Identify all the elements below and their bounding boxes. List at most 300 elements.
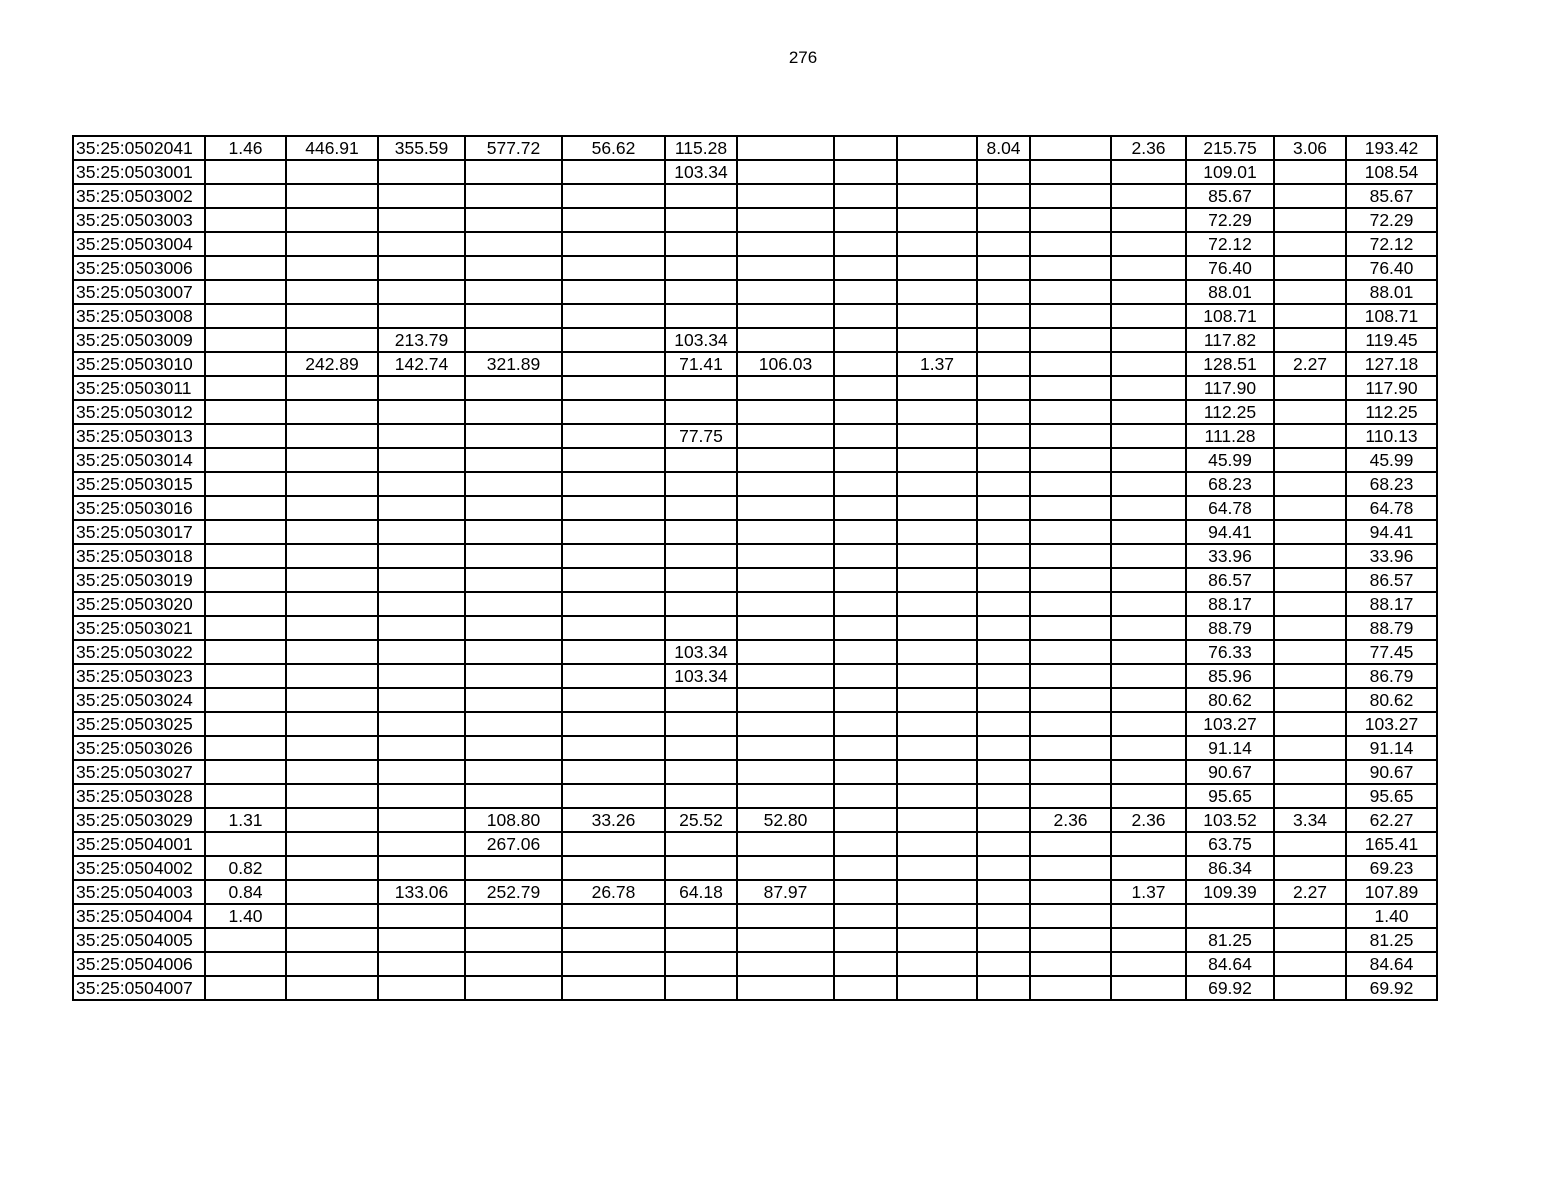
table-cell [1274,160,1346,184]
table-cell: 86.57 [1186,568,1274,592]
table-cell: 91.14 [1346,736,1437,760]
table-cell [1111,472,1186,496]
table-cell [378,664,465,688]
table-cell [286,376,378,400]
table-cell [665,592,737,616]
cadastral-number-cell: 35:25:0503029 [73,808,205,832]
table-cell [1030,496,1111,520]
table-cell [465,592,562,616]
table-cell [897,592,977,616]
table-cell [834,328,897,352]
table-cell [977,160,1030,184]
table-cell [562,568,665,592]
table-cell [737,760,834,784]
table-cell: 45.99 [1346,448,1437,472]
table-cell: 62.27 [1346,808,1437,832]
table-cell [465,784,562,808]
table-cell [977,856,1030,880]
table-cell [1274,520,1346,544]
table-cell [378,616,465,640]
table-cell: 117.90 [1186,376,1274,400]
table-cell [1186,904,1274,928]
table-cell [562,472,665,496]
table-cell [977,712,1030,736]
table-row [73,568,1437,592]
table-row [73,160,1437,184]
table-cell [562,592,665,616]
table-cell: 33.96 [1186,544,1274,568]
table-cell [205,232,286,256]
table-cell [1274,640,1346,664]
table-cell [465,976,562,1000]
table-row [73,304,1437,328]
table-cell [1274,208,1346,232]
table-cell [897,952,977,976]
table-cell [737,544,834,568]
table-cell [897,616,977,640]
table-cell [286,640,378,664]
table-cell [286,208,378,232]
table-row [73,832,1437,856]
table-cell: 85.67 [1186,184,1274,208]
table-cell [1111,280,1186,304]
table-cell [378,808,465,832]
table-cell [977,928,1030,952]
table-cell [737,328,834,352]
table-cell [286,280,378,304]
table-cell: 76.33 [1186,640,1274,664]
cadastral-number-cell: 35:25:0503007 [73,280,205,304]
table-row [73,448,1437,472]
table-cell [378,208,465,232]
table-cell [737,616,834,640]
table-cell [1111,424,1186,448]
table-cell: 87.97 [737,880,834,904]
table-cell: 142.74 [378,352,465,376]
table-cell [737,952,834,976]
table-cell: 107.89 [1346,880,1437,904]
table-cell [205,976,286,1000]
cadastral-number-cell: 35:25:0503022 [73,640,205,664]
table-cell [286,304,378,328]
table-cell [1030,400,1111,424]
table-cell: 33.26 [562,808,665,832]
table-cell [977,400,1030,424]
table-cell [1030,592,1111,616]
table-cell [665,832,737,856]
table-cell [834,976,897,1000]
cadastral-number-cell: 35:25:0503004 [73,232,205,256]
table-cell: 117.82 [1186,328,1274,352]
table-row [73,928,1437,952]
table-cell [977,592,1030,616]
table-row [73,592,1437,616]
cadastral-number-cell: 35:25:0503019 [73,568,205,592]
table-cell [1030,304,1111,328]
table-cell [737,856,834,880]
table-cell [834,496,897,520]
table-cell [1030,832,1111,856]
table-cell [378,760,465,784]
table-cell [286,496,378,520]
table-cell [977,448,1030,472]
table-cell [286,160,378,184]
table-cell [977,736,1030,760]
cadastral-number-cell: 35:25:0504001 [73,832,205,856]
table-cell [737,256,834,280]
cadastral-number-cell: 35:25:0503026 [73,736,205,760]
table-cell [562,184,665,208]
table-cell [205,424,286,448]
table-cell [897,328,977,352]
table-cell: 68.23 [1346,472,1437,496]
cadastral-number-cell: 35:25:0503028 [73,784,205,808]
table-cell [465,928,562,952]
table-cell: 103.27 [1346,712,1437,736]
table-cell [977,976,1030,1000]
table-cell [1030,280,1111,304]
cadastral-number-cell: 35:25:0503014 [73,448,205,472]
table-cell [465,568,562,592]
cadastral-number-cell: 35:25:0502041 [73,136,205,160]
table-cell [378,232,465,256]
table-row [73,808,1437,832]
table-cell [1274,928,1346,952]
table-cell: 56.62 [562,136,665,160]
table-row [73,736,1437,760]
table-cell: 88.79 [1346,616,1437,640]
table-cell [665,976,737,1000]
table-cell [205,544,286,568]
table-cell [1274,472,1346,496]
table-cell [465,376,562,400]
table-cell: 1.37 [897,352,977,376]
table-cell [834,400,897,424]
table-cell [1111,688,1186,712]
page-number: 276 [788,48,818,67]
table-cell [897,424,977,448]
table-cell: 85.67 [1346,184,1437,208]
cadastral-number-cell: 35:25:0503017 [73,520,205,544]
table-cell [665,400,737,424]
table-cell [286,256,378,280]
table-cell [1030,520,1111,544]
table-cell [737,424,834,448]
table-cell [1274,856,1346,880]
table-row [73,208,1437,232]
table-cell [834,448,897,472]
table-cell [1030,328,1111,352]
table-cell [378,520,465,544]
table-cell [1030,736,1111,760]
table-row [73,472,1437,496]
table-cell [897,208,977,232]
table-cell [465,184,562,208]
table-cell [205,280,286,304]
table-cell [665,904,737,928]
table-cell [737,184,834,208]
table-cell [378,784,465,808]
table-cell [737,400,834,424]
table-cell [1030,640,1111,664]
table-row [73,496,1437,520]
table-cell [1274,280,1346,304]
table-cell [737,448,834,472]
table-cell: 88.79 [1186,616,1274,640]
table-cell [562,280,665,304]
table-cell [1111,304,1186,328]
table-cell [562,232,665,256]
table-row [73,664,1437,688]
table-cell [834,376,897,400]
table-cell [286,688,378,712]
table-cell [834,256,897,280]
table-row [73,232,1437,256]
table-cell [737,496,834,520]
table-cell: 2.36 [1111,808,1186,832]
table-cell [834,688,897,712]
table-cell: 577.72 [465,136,562,160]
table-cell [737,784,834,808]
table-cell [378,736,465,760]
table-cell [1111,760,1186,784]
table-cell [205,640,286,664]
table-cell [834,472,897,496]
table-row [73,184,1437,208]
table-cell: 1.40 [1346,904,1437,928]
table-cell: 0.84 [205,880,286,904]
table-cell [1111,232,1186,256]
table-row [73,136,1437,160]
table-cell [1111,640,1186,664]
table-cell [1111,352,1186,376]
table-cell [465,496,562,520]
table-cell [834,856,897,880]
cadastral-number-cell: 35:25:0503015 [73,472,205,496]
table-cell: 69.92 [1346,976,1437,1000]
table-cell: 95.65 [1346,784,1437,808]
table-cell: 193.42 [1346,136,1437,160]
table-cell [665,688,737,712]
table-cell: 72.12 [1186,232,1274,256]
table-cell [378,712,465,736]
table-cell: 76.40 [1346,256,1437,280]
table-cell: 90.67 [1346,760,1437,784]
table-cell: 321.89 [465,352,562,376]
table-cell [977,880,1030,904]
table-cell [378,640,465,664]
table-cell: 71.41 [665,352,737,376]
table-cell: 0.82 [205,856,286,880]
table-cell [1030,784,1111,808]
cadastral-number-cell: 35:25:0503008 [73,304,205,328]
table-cell [562,928,665,952]
table-cell [1274,232,1346,256]
table-row [73,760,1437,784]
table-cell [977,352,1030,376]
table-cell [562,424,665,448]
table-cell [378,592,465,616]
table-cell: 68.23 [1186,472,1274,496]
table-cell [834,616,897,640]
table-cell [977,544,1030,568]
table-cell [1111,928,1186,952]
table-cell [562,304,665,328]
table-cell [897,400,977,424]
table-cell [562,256,665,280]
table-cell [1030,664,1111,688]
table-cell [977,496,1030,520]
table-cell [665,184,737,208]
table-cell [1274,976,1346,1000]
table-cell: 108.80 [465,808,562,832]
table-cell [665,952,737,976]
table-cell [897,880,977,904]
table-row [73,400,1437,424]
table-cell [286,928,378,952]
table-cell [562,784,665,808]
cadastral-number-cell: 35:25:0503025 [73,712,205,736]
table-cell [1030,952,1111,976]
table-cell: 103.34 [665,328,737,352]
table-cell [1274,448,1346,472]
table-cell: 112.25 [1346,400,1437,424]
table-cell [286,736,378,760]
table-cell [286,400,378,424]
table-cell: 165.41 [1346,832,1437,856]
table-cell [1274,184,1346,208]
table-cell: 112.25 [1186,400,1274,424]
table-row [73,856,1437,880]
table-cell [205,952,286,976]
table-cell [205,712,286,736]
table-cell [665,448,737,472]
table-cell: 84.64 [1186,952,1274,976]
table-cell [737,664,834,688]
table-cell [465,736,562,760]
table-cell [286,544,378,568]
table-cell [465,664,562,688]
table-cell [665,616,737,640]
table-cell [1111,160,1186,184]
table-cell [205,616,286,640]
table-cell [897,928,977,952]
table-cell [1111,448,1186,472]
table-cell [1111,208,1186,232]
table-cell [897,472,977,496]
table-cell [378,952,465,976]
cadastral-number-cell: 35:25:0504004 [73,904,205,928]
table-cell [897,976,977,1000]
table-cell: 117.90 [1346,376,1437,400]
table-cell [465,688,562,712]
table-cell [1030,928,1111,952]
table-cell [834,544,897,568]
table-cell [378,448,465,472]
table-cell [562,496,665,520]
table-cell [737,376,834,400]
table-cell [286,448,378,472]
table-cell [562,328,665,352]
table-cell: 3.06 [1274,136,1346,160]
table-cell: 26.78 [562,880,665,904]
table-cell [737,832,834,856]
table-cell [834,952,897,976]
table-cell [465,520,562,544]
table-cell [737,472,834,496]
table-cell [977,328,1030,352]
table-cell [834,136,897,160]
table-row [73,256,1437,280]
table-cell [1030,472,1111,496]
table-cell [562,760,665,784]
table-cell [465,208,562,232]
table-cell [465,304,562,328]
table-cell: 64.78 [1186,496,1274,520]
table-cell [465,904,562,928]
table-cell [465,616,562,640]
table-cell [737,568,834,592]
table-cell: 90.67 [1186,760,1274,784]
table-cell [1274,400,1346,424]
table-cell [1030,688,1111,712]
table-cell [378,160,465,184]
table-cell [665,256,737,280]
table-cell [737,232,834,256]
table-cell [562,688,665,712]
table-cell [562,640,665,664]
table-cell: 91.14 [1186,736,1274,760]
table-cell: 242.89 [286,352,378,376]
table-cell [897,376,977,400]
table-cell [1111,520,1186,544]
table-cell [205,736,286,760]
table-row [73,616,1437,640]
table-cell [665,208,737,232]
table-cell: 446.91 [286,136,378,160]
table-cell [465,424,562,448]
table-cell [977,184,1030,208]
table-cell [562,712,665,736]
table-cell [1111,400,1186,424]
table-cell [378,472,465,496]
table-cell [1030,856,1111,880]
table-cell: 33.96 [1346,544,1437,568]
cadastral-number-cell: 35:25:0503024 [73,688,205,712]
table-cell [205,448,286,472]
table-cell [665,232,737,256]
table-cell [378,376,465,400]
table-cell [1111,712,1186,736]
table-cell [465,760,562,784]
table-cell: 2.27 [1274,880,1346,904]
table-cell: 64.18 [665,880,737,904]
table-cell [465,160,562,184]
table-cell [286,664,378,688]
table-cell [665,784,737,808]
table-cell: 88.01 [1186,280,1274,304]
table-cell: 3.34 [1274,808,1346,832]
table-cell [286,472,378,496]
table-cell [834,664,897,688]
cadastral-number-cell: 35:25:0503020 [73,592,205,616]
table-cell: 84.64 [1346,952,1437,976]
table-cell [286,904,378,928]
table-cell [977,376,1030,400]
table-cell: 110.13 [1346,424,1437,448]
cadastral-number-cell: 35:25:0503021 [73,616,205,640]
table-cell [737,304,834,328]
